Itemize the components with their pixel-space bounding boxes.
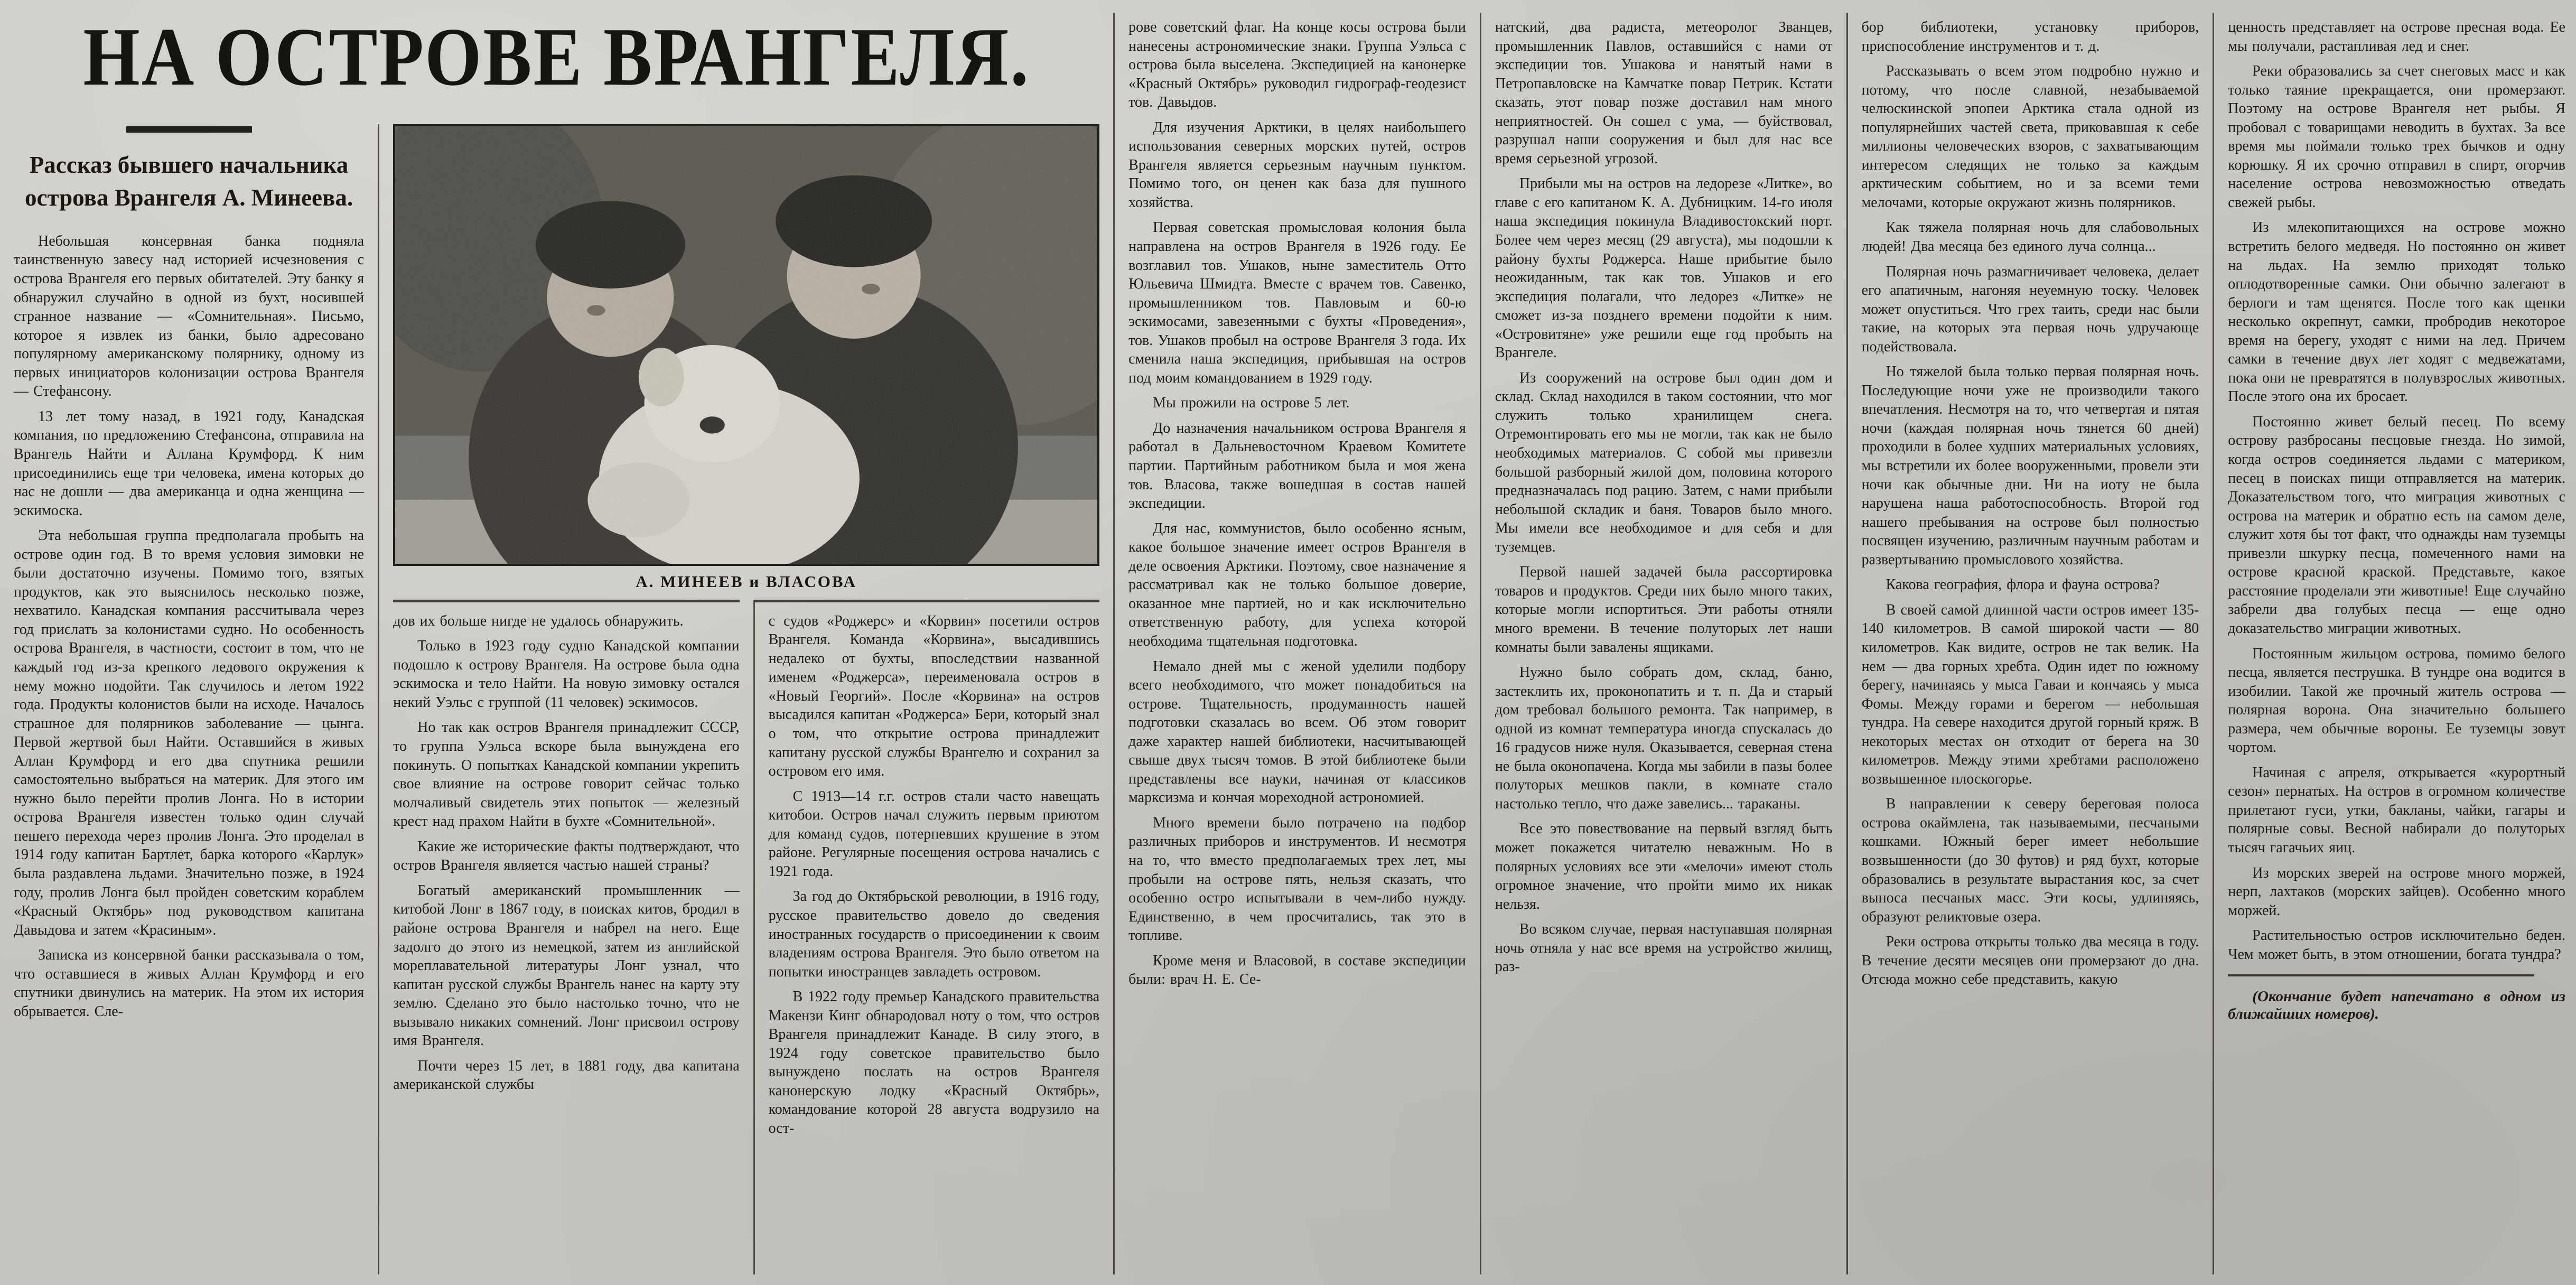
column-1 [14, 124, 364, 1274]
column-6-text [1846, 13, 2199, 1274]
halftone-grain-overlay [395, 126, 1097, 564]
endnote: (Окончание будет напечатано в одном из ближайших номеров). [2228, 988, 2565, 1023]
paragraph: Почти через 15 лет, в 1881 году, два капитана американской службы [393, 1057, 740, 1093]
paragraph: Из сооружений на острове был один дом и склад. Склад находился в таком состоянии, что мог служить только хранилищем снега. Отремонтировать его мы не могли, так как не было необходимых материалов. С собой мы привезли большой разборный жилой дом, половина которого предназначалась под рацию. Затем, с нами прибыли небольшой складик и баня. Товаров было много. Мы имели все необходимое и для себя и для туземцев. [1495, 369, 1833, 555]
paragraph: Много времени было потрачено на подбор различных приборов и инструментов. И несмотря на то, что вместо предполагаемых трех лет, мы пробыли на острове пять, нельзя сказать, что особенно остро испытывали в чем-либо нужду. Единственно, в чем просчитались, так это в топливе. [1128, 814, 1466, 944]
paragraph: дов их больше нигде не удалось обнаружить. [393, 612, 684, 629]
paragraph: Кроме меня и Власовой, в составе экспедиции были: врач Н. Е. Се- [1128, 952, 1466, 988]
paragraph: Во всяком случае, первая наступавшая полярная ночь отняла у нас все время на устройство жилищ, раз- [1495, 921, 1833, 975]
endnote-rule [2228, 974, 2534, 976]
column-7 [2213, 13, 2565, 1274]
paragraph: Начиная с апреля, открывается «курортный сезон» пернатых. На остров в огромном количестве прилетают гуси, утки, бакланы, чайки, гагары и полярные совы. Весной набирали до полуторых тысяч гагачьих яиц. [2228, 764, 2565, 856]
paragraph: Полярная ночь размагничивает человека, делает его апатичным, нагоняя неуемную тоску. Человек может опуститься. Что грех таить, среди нас были такие, на которых эта первая ночь удручающе подействовала. [1861, 263, 2199, 355]
paragraph: Как тяжела полярная ночь для слабовольных людей! Два месяца без единого луча солнца... [1861, 219, 2199, 255]
paragraph: Для изучения Арктики, в целях наибольшего использования северных морских путей, остров Врангеля является серьезным научным пунктом. Помимо того, он ценен как база для пушного хозяйства. [1128, 119, 1466, 211]
expedition-photo [393, 124, 1099, 566]
paragraph: Прибыли мы на остров на ледорезе «Литке», во главе с его капитаном К. А. Дубницким. 14-го июля наша экспедиция покинула Владивостокский порт. Более чем через месяц (29 августа), мы подошли к району бухты Роджерса. Наше прибытие было неожиданным, так как тов. Ушаков и его экспедиция полагали, что ледорез «Литке» не сможет из-за позднего времени подойти к ним. «Островитяне» уже решили еще год пробыть на Врангеле. [1495, 175, 1833, 361]
decorative-rule [126, 126, 252, 133]
article-left-section [14, 13, 1099, 1274]
column-1-text [14, 232, 364, 1021]
column-5-text [1480, 13, 1833, 1274]
photo-block [378, 124, 1099, 1274]
paragraph: с судов «Роджерс» и «Корвин» посетили остров Врангеля. Команда «Корвина», высадившись недалеко от бухты, впоследствии названной именем «Роджерса», переименовала остров в «Новый Георгий». После «Корвина» на остров высадился капитан «Роджерса» Бери, который знал о том, что открытие острова принадлежит капитану русской службы Врангелю и сохранил за островом его имя. [768, 612, 1100, 780]
paragraph: Реки образовались за счет снеговых масс и как только таяние прекращается, они промерзают. Поэтому на острове Врангеля нет рыбы. Я пробовал с товарищами неводить в бухтах. За все время мы поймали только трех бычков и одну корюшку. Я их срочно отправил в спирт, огорчив население острова невозможностью отведать свежей рыбы. [2228, 63, 2565, 211]
paragraph: В своей самой длинной части остров имеет 135-140 километров. В самой широкой части — 80 километров. Как видите, остров не так велик. На нем — два горных хребта. Один идет по южному берегу, начинаясь у мыса Гаваи и кончаясь у мыса Фомы. Между горами и берегом — небольшая тундра. На севере находится другой горный кряж. В некоторых местах он отходит от берега на 30 километров. Между этими хребтами расположено возвышенное плоскогорье. [1861, 601, 2199, 787]
paragraph: ценность представляет на острове пресная вода. Ее мы получали, растапливая лед и снег. [2228, 19, 2565, 54]
paragraph: Только в 1923 году судно Канадской компании подошло к острову Врангеля. На острове была одна эскимоска и тело Найти. На новую зимовку остался некий Уэльс с группой (11 человек) эскимосов. [393, 638, 740, 711]
paragraph: Рассказывать о всем этом подробно нужно и потому, что после славной, незабываемой челюскинской эпопеи Арктика стала одной из популярнейших частей света, приковавшая к себе миллионы человеческих взоров, с захватывающим интересом следящих не только за каждым арктическим событием, но и за всеми теми мелочами, которые окружают жизнь полярников. [1861, 63, 2199, 211]
paragraph: Нужно было собрать дом, склад, баню, застеклить их, проконопатить и т. п. Да и старый дом требовал большого ремонта. Так например, в одной из комнат температура иногда спускалась до 16 градусов ниже нуля. Оказывается, северная стена не была оконопачена. Когда мы забили в пазы более полуторых мешков пакли, в комнате стало настолько тепло, что даже завелись... тараканы. [1495, 664, 1833, 812]
paragraph: Из млекопитающихся на острове можно встретить белого медведя. Но постоянно он живет на льдах. На землю приходят только оплодотворенные самки. Они обычно залегают в берлоги и там щенятся. После того как щенки несколько окрепнут, самки, пробродив некоторое время на берегу, уходят с ними на лед. Причем самки в течение двух лет ходят с медвежатами, пока они не превратятся в полувзрослых животных. После этого она их бросает. [2228, 219, 2565, 405]
paragraph: Немало дней мы с женой уделили подбору всего необходимого, что может понадобиться на острове. Тщательность, продуманность нашей подготовки сказалась во всем. Об этом говорит даже характер нашей библиотеки, насчитывающей свыше двух тысяч томов. В этой библиотеке были представлены все науки, начиная от классиков марксизма и кончая мореходной астрономией. [1128, 658, 1466, 806]
paragraph: В направлении к северу береговая полоса острова окаймлена, так называемыми, песчаными кошками. Южный берег имеет небольшие возвышенности (до 30 футов) и ряд бухт, которые образовались в результате вырастания кос, за счет выноса песчаных масс. Эти косы, удлиняясь, образуют реликтовые озера. [1861, 796, 2199, 925]
paragraph: Первая советская промысловая колония была направлена на остров Врангеля в 1926 году. Ее возглавил тов. Ушаков, ныне заместитель Отто Юльевича Шмидта. Вместе с врачем тов. Савенко, промышленником тов. Павловым и 60-ю эскимосами, завезенными с бухты «Проведения», тов. Ушаков пробыл на острове Врангеля 3 года. Их сменила наша экспедиция, прибывшая на остров под моим командованием в 1929 году. [1128, 219, 1466, 386]
paragraph: Все это повествование на первый взгляд быть может покажется читателю неважным. Но в полярных условиях все эти «мелочи» имеют столь огромное значение, что пройти мимо их никак нельзя. [1495, 821, 1833, 912]
column-3-text [753, 600, 1100, 1274]
paragraph: Но так как остров Врангеля принадлежит СССР, то группа Уэльса вскоре была вынуждена его покинуть. О попытках Канадской компании укрепить свое влияние на острове говорит сейчас только молчаливый свидетель этих попыток — железный крест над прахом Найти в бухте «Сомнительной». [393, 719, 740, 830]
paragraph: Богатый американский промышленник — китобой Лонг в 1867 году, в поисках китов, бродил в районе острова Врангеля и набрел на него. Еще задолго до этого из немецкой, затем из английской мореплавательной литературы Лонг узнал, что капитан русской службы Врангель нанес на карту эту землю. Сделано это было настолько точно, что не вызывало никаких сомнений. Лонг присвоил острову имя Врангеля. [393, 882, 740, 1049]
paragraph: Записка из консервной банки рассказывала о том, что оставшиеся в живых Аллан Крумфорд и его спутники двинулись на материк. На этом их история обрывается. Сле- [14, 947, 365, 1020]
column-4-text [1113, 13, 1466, 1274]
paragraph: Какие же исторические факты подтверждают, что остров Врангеля является частью нашей страны? [393, 838, 740, 874]
paragraph: Постоянно живет белый песец. По всему острову разбросаны песцовые гнезда. Но зимой, когда остров соединяется льдами с материком, песец в поисках пищи отправляется на материк. Доказательством того, что миграция животных с острова на материк и обратно есть на самом деле, служит хотя бы тот факт, что однажды нам туземцы привезли шкурку песца, помеченного нами на острове красной краской. Представьте, какое расстояние проделали эти животные! Еще случайно забрели два голубых песца — еще одно доказательство миграции животных. [2228, 413, 2565, 637]
paragraph: натский, два радиста, метеоролог Званцев, промышленник Павлов, оставшийся с нами от экспедиции тов. Ушакова и нанятый нами в Петропавловске на Камчатке повар Петрик. Кстати сказать, этот повар позже доставил нам много неприятностей. Он сошел с ума, — буйствовал, разрушал наши сооружения и был для нас все время серьезной угрозой. [1495, 19, 1833, 167]
paragraph: Какова география, флора и фауна острова? [1886, 576, 2160, 593]
left-body [14, 124, 1099, 1274]
paragraph: 13 лет тому назад, в 1921 году, Канадская компания, по предложению Стефансона, отправила на Врангель Найти и Аллана Крумфорд. К ним присоединились еще три человека, имена которых до нас не дошли — два американца и одна женщина — эскимоска. [14, 408, 365, 519]
photo-figure [393, 124, 1099, 600]
paragraph: рове советский флаг. На конце косы острова были нанесены астрономические знаки. Группа Уэльса с острова была выселена. Экспедицией на канонерке «Красный Октябрь» руководил гидрограф-геодезист тов. Давыдов. [1128, 19, 1466, 111]
paragraph: бор библиотеки, установку приборов, приспособление инструментов и т. д. [1861, 19, 2199, 54]
column-7-text [2228, 18, 2565, 964]
paragraph: Растительностью остров исключительно беден. Чем может быть, в этом отношении, богата тундра? [2228, 927, 2565, 963]
paragraph: Мы прожили на острове 5 лет. [1153, 395, 1350, 412]
paragraph: В 1922 году премьер Канадского правительства Макензи Кинг обнародовал ноту о том, что остров Врангеля принадлежит Канаде. В силу этого, в 1924 году советское правительство было вынуждено послать на остров Врангеля канонерскую лодку «Красный Октябрь», командование которой 28 августа водрузило на ост- [768, 989, 1100, 1137]
photo-caption: А. МИНЕЕВ и ВЛАСОВА [636, 572, 857, 591]
paragraph: До назначения начальником острова Врангеля я работал в Дальневосточном Краевом Комитете партии. Партийным работником была и моя жена тов. Власова, также вошедшая в состав нашей экспедиции. [1128, 420, 1466, 512]
below-photo-columns [393, 600, 1099, 1274]
paragraph: Но тяжелой была только первая полярная ночь. Последующие ночи уже не производили такого впечатления. Несмотря на то, что четвертая и пятая ночи (каждая полярная ночь тянется 60 дней) проходили в более худших материальных условиях, мы встретили их более вооруженными, провели эти ночи как обычные дни. Ни на иоту не была нарушена наша работоспособность. Второй год нашего пребывания на острове был полностью посвящен изучению, различным научным работам и развертыванию промыслового хозяйства. [1861, 364, 2199, 568]
paragraph: Реки острова открыты только два месяца в году. В течение десяти месяцев они промерзают до дна. Отсюда можно себе представить, какую [1861, 934, 2199, 988]
headline: НА ОСТРОВЕ ВРАНГЕЛЯ. [83, 11, 1030, 103]
byline: Рассказ бывшего начальника острова Врангеля А. Минеева. [25, 151, 353, 211]
paragraph: Из морских зверей на острове много моржей, нерп, лахтаков (морских зайцев). Особенно много моржей. [2228, 864, 2565, 919]
paragraph: Небольшая консервная банка подняла таинственную завесу над историей исчезновения с острова Врангеля его первых обитателей. Эту банку я обнаружил случайно в одной из бухт, носившей странное название — «Сомнительная». Письмо, которое я извлек из банки, было адресовано популярному американскому полярнику, одному из первых инициаторов колонизации острова Врангеля — Стефансону. [14, 232, 365, 400]
paragraph: Первой нашей задачей была рассортировка товаров и продуктов. Среди них было много таких, которые могли испортиться. Эти работы отняли много времени. В течение полуторых лет наши комнаты были завалены ящиками. [1495, 564, 1833, 656]
paragraph: За год до Октябрьской революции, в 1916 году, русское правительство довело до сведения иностранных государств о присоединении к своим владениям острова Врангеля. Это было ответом на попытки иностранцев завладеть островом. [768, 888, 1100, 980]
paragraph: Постоянным жильцом острова, помимо белого песца, является пеструшка. В тундре она водится в изобилии. Такой же прочный житель острова — полярная ворона. Она значительно большего размера, чем обычные вороны. Ее туземцы зовут чортом. [2228, 645, 2565, 756]
column-2-text [393, 600, 740, 1274]
paragraph: Эта небольшая группа предполагала пробыть на острове один год. В то время условия зимовки не были достаточно изучены. Помимо того, взятых продуктов, как это выяснилось несколько позже, нехватило. Канадская компания рассчитывала через год прислать за колонистами судно. Но особенность острова Врангеля, в частности, состоит в том, что не каждый год из-за крепкого ледового окружения к нему можно подойти. Так случилось и летом 1922 года. Продукты колонистов были на исходе. Началось страшное для полярников заболевание — цынга. Первой жертвой был Найти. Оставшийся в живых Аллан Крумфорд и его два спутника решили самостоятельно выбраться на материк. Для этого им нужно было перейти пролив Лонга. Но в истории острова Врангеля известен только один случай пешего перехода через пролив Лонга. Это проделал в 1914 году капитан Бартлет, барка которого «Карлук» была раздавлена льдами. Значительно позже, в 1924 году, пролив Лонга был пройден советским кораблем «Красный Октябрь» под руководством капитана Давыдова и затем «Красиным». [14, 527, 365, 938]
paragraph: Для нас, коммунистов, было особенно ясным, какое большое значение имеет остров Врангеля в деле освоения Арктики. Поэтому, свое назначение я рассматривал как не только большое доверие, оказанное мне партией, но и как исключительно ответственную работу, для успеха которой необходима тщательная подготовка. [1128, 520, 1466, 649]
paragraph: С 1913—14 г.г. остров стали часто навещать китобои. Остров начал служить первым приютом для команд судов, потерпевших крушение в этом районе. Регулярные посещения острова начались с 1921 года. [768, 788, 1100, 880]
